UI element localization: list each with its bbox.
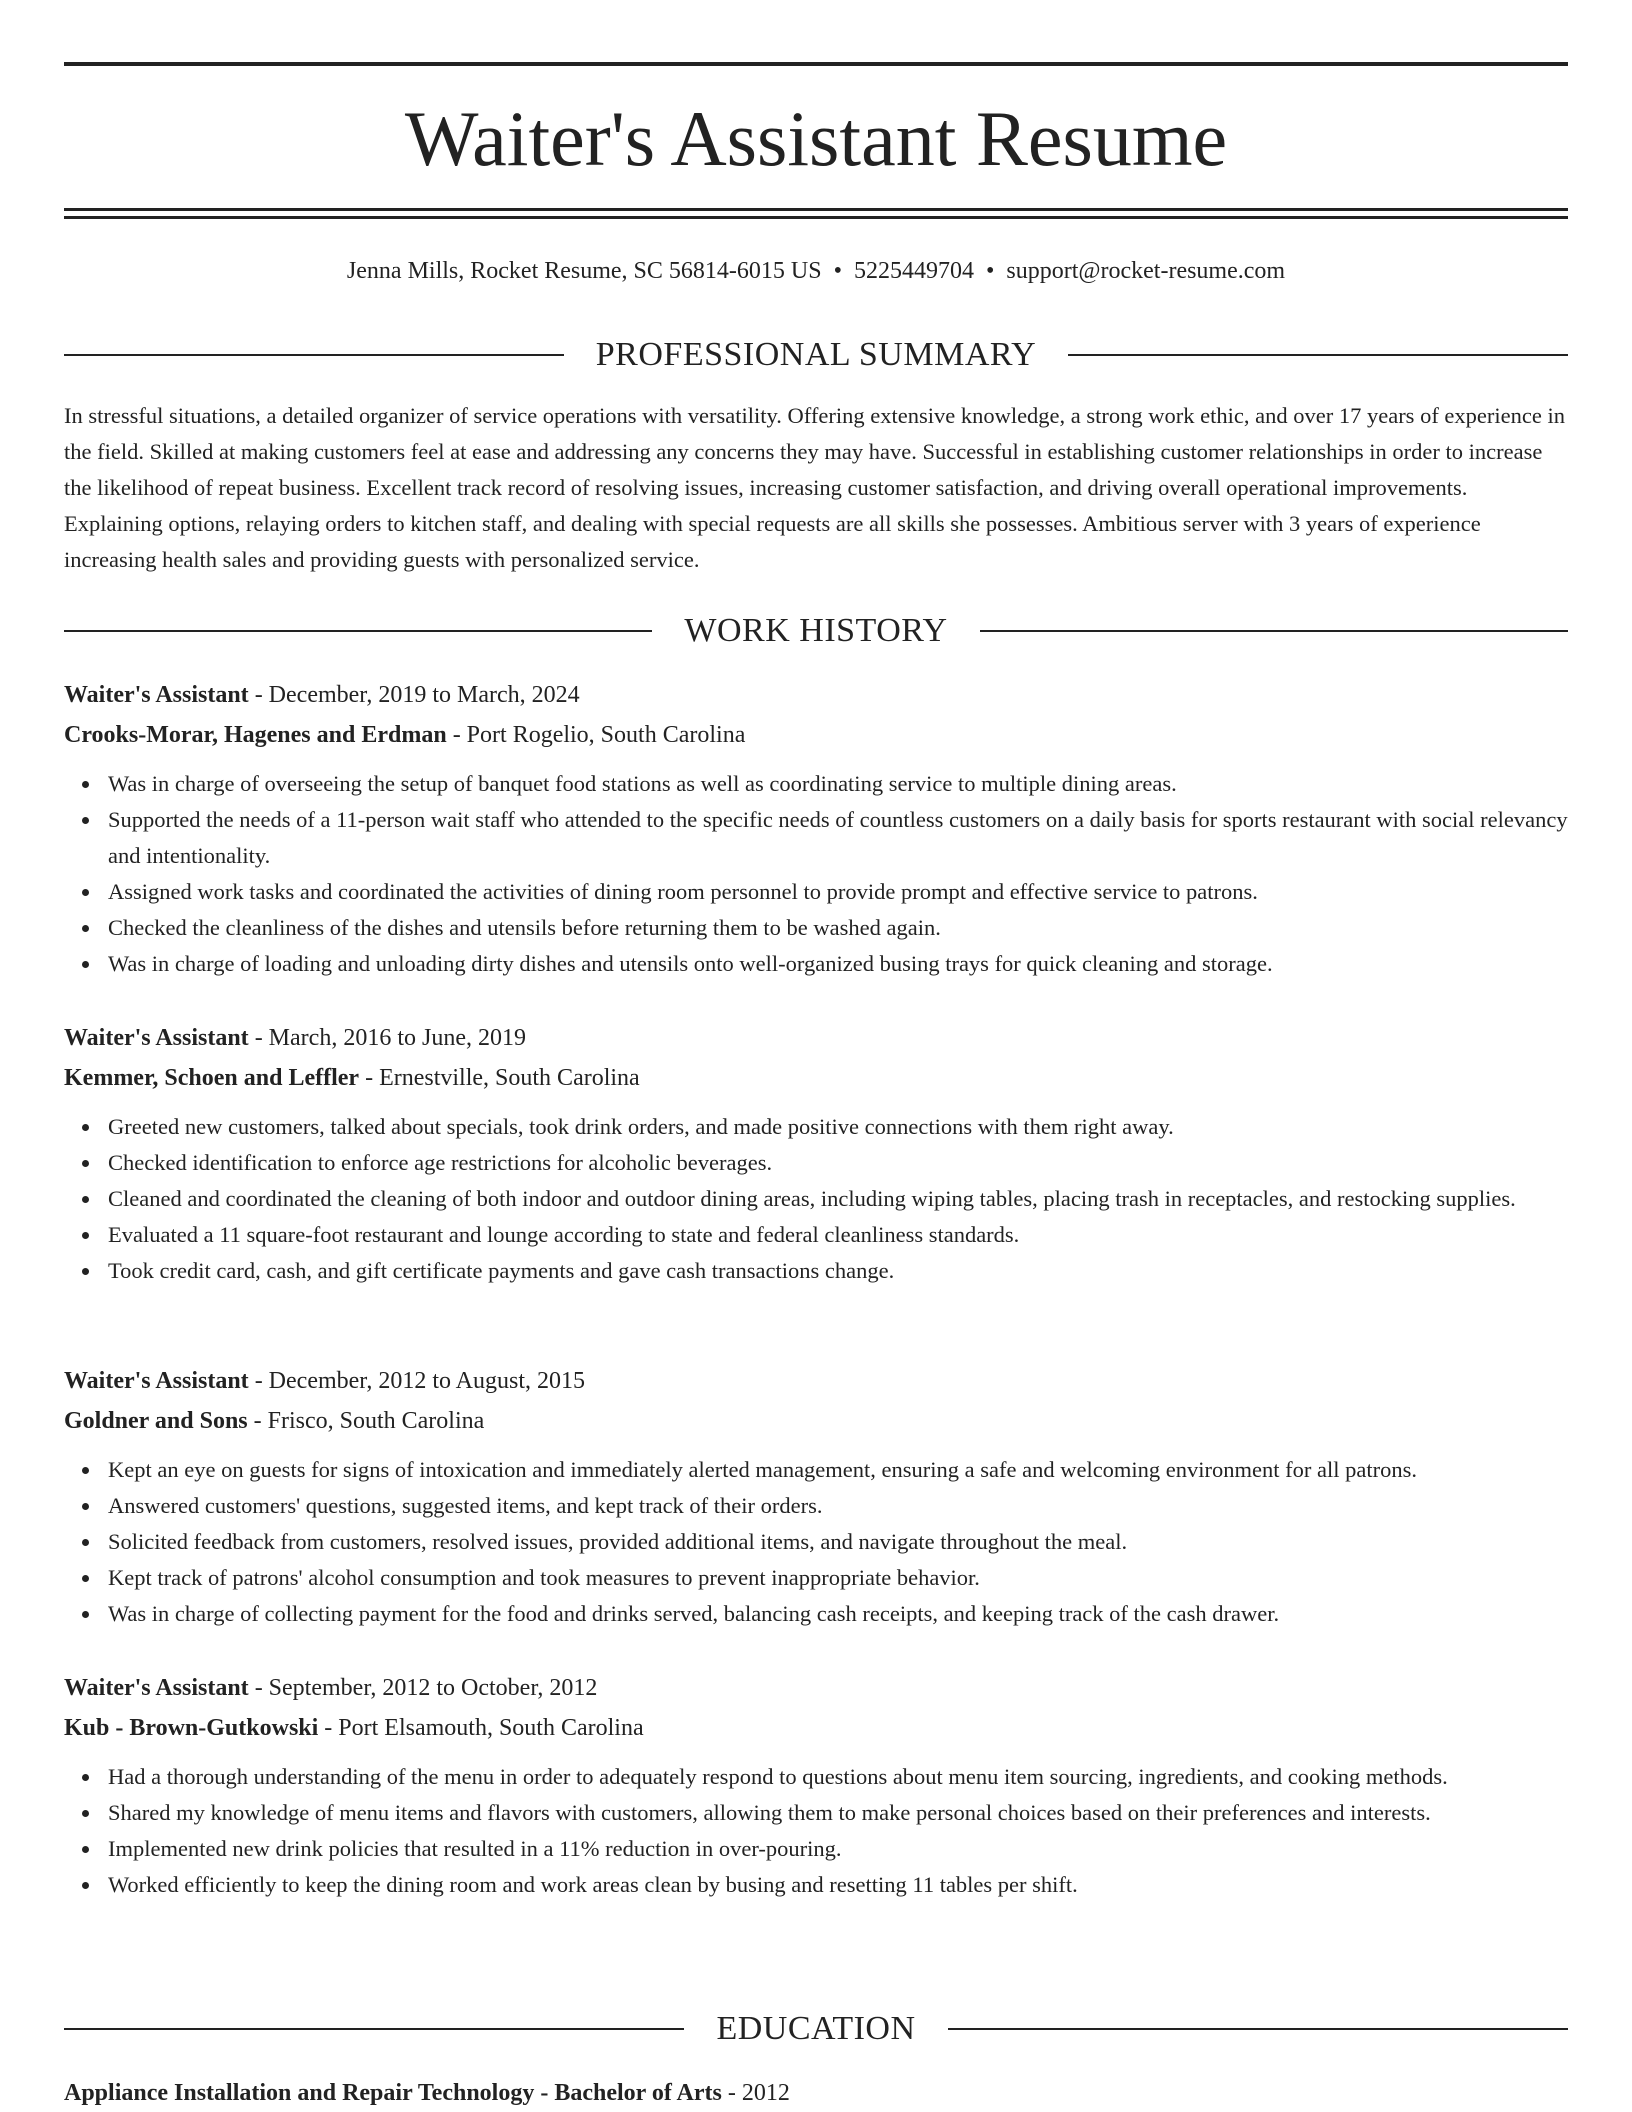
duty-item: Took credit card, cash, and gift certificate payments and gave cash transactions change. [108,1253,1568,1289]
job-dates: - December, 2019 to March, 2024 [248,682,580,708]
duty-item: Kept track of patrons' alcohol consumption and took measures to prevent inappropriate behavior. [108,1560,1568,1596]
job-entry [64,1362,1568,1632]
section-rule-left [64,630,652,632]
job-entry [64,676,1568,982]
section-rule-right [980,630,1568,632]
duty-item: Kept an eye on guests for signs of intoxication and immediately alerted management, ensuring a safe and welcoming environment for all patrons. [108,1452,1568,1488]
section-title-work: WORK HISTORY [684,612,948,649]
duty-item: Worked efficiently to keep the dining room and work areas clean by busing and resetting 11 tables per shift. [108,1867,1568,1903]
job-title-line [64,1019,1568,1057]
contact-line [64,254,1568,288]
job-company-line [64,716,1568,754]
job-company: Goldner and Sons [64,1408,248,1434]
duty-item: Answered customers' questions, suggested items, and kept track of their orders. [108,1488,1568,1524]
duty-item: Was in charge of collecting payment for the food and drinks served, balancing cash receipts, and keeping track of the cash drawer. [108,1596,1568,1632]
contact-separator: • [985,258,995,284]
job-dates: - March, 2016 to June, 2019 [248,1025,526,1051]
job-duties [64,1759,1568,1903]
duty-item: Supported the needs of a 11-person wait staff who attended to the specific needs of countless customers on a daily basis for sports restaurant with social relevancy and intentionality. [108,802,1568,874]
education-year: - 2012 [721,2080,790,2106]
duty-item: Assigned work tasks and coordinated the activities of dining room personnel to provide prompt and effective service to patrons. [108,874,1568,910]
job-company: Crooks-Morar, Hagenes and Erdman [64,722,447,748]
job-title: Waiter's Assistant [64,1368,249,1394]
duty-item: Evaluated a 11 square-foot restaurant and lounge according to state and federal cleanliness standards. [108,1217,1568,1253]
duty-item: Greeted new customers, talked about specials, took drink orders, and made positive connections with them right away. [108,1109,1568,1145]
section-title-summary: PROFESSIONAL SUMMARY [595,336,1037,373]
job-title-line [64,1669,1568,1707]
job-company-line [64,1709,1568,1747]
job-entry [64,1669,1568,1903]
section-rule-right [1068,354,1568,356]
section-header-education [64,2009,1568,2049]
top-rule [64,62,1568,66]
job-title: Waiter's Assistant [64,682,249,708]
contact-email: support@rocket-resume.com [1006,258,1286,284]
duty-item: Checked the cleanliness of the dishes and utensils before returning them to be washed again. [108,910,1568,946]
duty-item: Solicited feedback from customers, resolved issues, provided additional items, and navigate throughout the meal. [108,1524,1568,1560]
job-title: Waiter's Assistant [64,1675,249,1701]
job-title-line [64,676,1568,714]
section-rule-left [64,2028,684,2030]
contact-address: Jenna Mills, Rocket Resume, SC 56814-6015 US [346,258,822,284]
job-location: - Ernestville, South Carolina [359,1065,640,1091]
duty-item: Was in charge of overseeing the setup of banquet food stations as well as coordinating service to multiple dining areas. [108,766,1568,802]
job-title-line [64,1362,1568,1400]
job-dates: - December, 2012 to August, 2015 [248,1368,586,1394]
job-company-line [64,1059,1568,1097]
job-entry [64,1019,1568,1289]
section-header-work [64,611,1568,651]
section-title-education: EDUCATION [716,2010,916,2047]
duty-item: Had a thorough understanding of the menu in order to adequately respond to questions about menu item sourcing, ingredients, and cooking methods. [108,1759,1568,1795]
duty-item: Was in charge of loading and unloading dirty dishes and utensils onto well-organized busing trays for quick cleaning and storage. [108,946,1568,982]
section-rule-left [64,354,564,356]
contact-phone: 5225449704 [853,258,974,284]
education-degree: Appliance Installation and Repair Technology - Bachelor of Arts [64,2080,722,2106]
duty-item: Checked identification to enforce age restrictions for alcoholic beverages. [108,1145,1568,1181]
section-rule-right [948,2028,1568,2030]
resume-title: Waiter's Assistant Resume [404,95,1228,182]
job-location: - Port Elsamouth, South Carolina [318,1715,644,1741]
duty-item: Shared my knowledge of menu items and flavors with customers, allowing them to make personal choices based on their preferences and interests. [108,1795,1568,1831]
duty-item: Cleaned and coordinated the cleaning of both indoor and outdoor dining areas, including wiping tables, placing trash in receptacles, and restocking supplies. [108,1181,1568,1217]
title-rule-lower [64,216,1568,219]
job-location: - Port Rogelio, South Carolina [446,722,746,748]
job-company-line [64,1402,1568,1440]
job-duties [64,766,1568,982]
section-header-summary [64,335,1568,375]
summary-text: In stressful situations, a detailed organizer of service operations with versatility. Offering extensive knowledge, a strong work ethic, and over 17 years of experience in the field. Skilled at making customers feel at ease and addressing any concerns they may have. Successful in establishing customer relationships in order to increase the likelihood of repeat business. Excellent track record of resolving issues, increasing customer satisfaction, and driving overall operational improvements. Explaining options, relaying orders to kitchen staff, and dealing with special requests are all skills she possesses. Ambitious server with 3 years of experience increasing health sales and providing guests with personalized service. [64,403,1565,572]
job-duties [64,1109,1568,1289]
education-entry [64,2074,1568,2112]
job-company: Kub - Brown-Gutkowski [64,1715,319,1741]
duty-item: Implemented new drink policies that resulted in a 11% reduction in over-pouring. [108,1831,1568,1867]
contact-separator: • [833,258,842,284]
job-location: - Frisco, South Carolina [247,1408,485,1434]
job-dates: - September, 2012 to October, 2012 [248,1675,598,1701]
job-title: Waiter's Assistant [64,1025,249,1051]
job-duties [64,1452,1568,1632]
job-company: Kemmer, Schoen and Leffler [64,1065,360,1091]
title-rule-upper [64,208,1568,211]
